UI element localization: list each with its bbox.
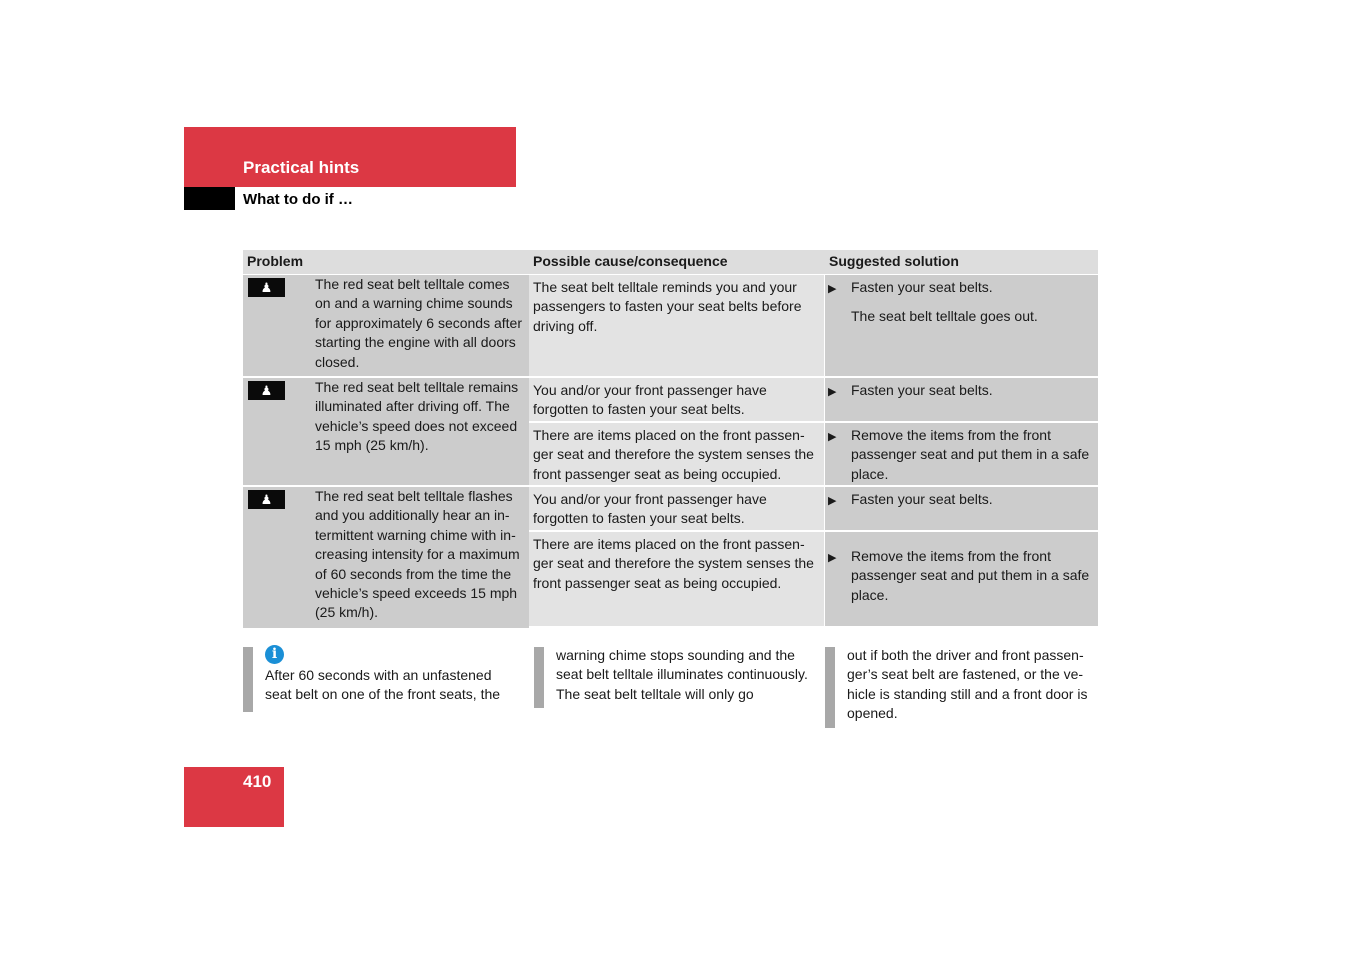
solution-step [828,426,1094,484]
subsection-marker [184,187,235,210]
bullet-arrow-icon: ▶ [828,552,837,564]
table-row [243,487,1098,628]
cause-column [529,487,825,628]
solution-column [825,275,1098,378]
cause-column [529,275,825,378]
solution-step [828,547,1094,605]
info-icon: i [265,645,284,664]
column-header-solution: Suggested solution [825,250,1098,275]
info-note-col1 [265,645,520,705]
solution-cell [825,530,1098,626]
table-row [243,378,1098,487]
solution-cell [825,275,1098,376]
solution-text: Remove the items from the front passenger seat and put them in a safe place. [851,427,1090,482]
subsection-title: What to do if … [243,191,353,208]
column-header-problem: Problem [243,250,529,275]
cause-cell: You and/or your front passenger have forgotten to fasten your seat belts. [529,487,825,530]
page-number: 410 [243,772,272,791]
solution-result: The seat belt telltale goes out. [851,308,1038,325]
troubleshooting-table [243,250,1098,628]
table-header-row [243,250,1098,275]
problem-text: The red seat belt telltale comes on and a warning chime sounds for approximately 6 seconds after starting the engine with all doors closed. [315,276,522,370]
solution-text: Fasten your seat belts. [851,382,993,398]
cause-cell: The seat belt telltale reminds you and your passengers to fasten your seat belts before driving off. [529,275,825,376]
note-text: warning chime stops sounding and the seat belt telltale illuminates continuously. The seat belt telltale will only go [556,647,808,702]
problem-text: The red seat belt telltale remains illuminated after driving off. The vehicle’s speed does not exceed 15 mph (25 km/h). [315,379,519,454]
solution-step [828,490,1094,511]
solution-text: Fasten your seat belts. [851,279,993,295]
note-text: out if both the driver and front passenger’s seat belt are fastened, or the vehicle is standing still and a front door is opened. [847,647,1088,722]
info-note-col2 [556,646,811,704]
cause-column [529,378,825,487]
seat-belt-icon: ♟ [248,381,285,400]
cause-cell: There are items placed on the front passenger seat and therefore the system senses the front passenger seat as being occupied. [529,421,825,485]
column-header-cause: Possible cause/consequence [529,250,825,275]
seat-belt-icon: ♟ [248,490,285,509]
solution-step [828,381,1094,402]
problem-cell [243,378,529,487]
problem-cell [243,487,529,628]
note-text: After 60 seconds with an unfastened seat belt on one of the front seats, the [265,667,501,703]
solution-cell [825,421,1098,485]
bullet-arrow-icon: ▶ [828,431,837,443]
note-bar [534,647,544,708]
table-row [243,275,1098,378]
solution-step [828,278,1094,299]
solution-text: Remove the items from the front passenger seat and put them in a safe place. [851,548,1090,603]
section-title: Practical hints [243,158,360,177]
problem-cell [243,275,529,378]
problem-text: The red seat belt telltale flashes and you additionally hear an intermittent warning chime with increasing intensity for a maximum of 60 seconds from the time the vehicle’s speed exceeds 15 mph (25 km/h). [315,488,520,621]
info-note-col3 [847,646,1102,724]
cause-cell: There are items placed on the front passenger seat and therefore the system senses the front passenger seat as being occupied. [529,530,825,626]
cause-cell: You and/or your front passenger have forgotten to fasten your seat belts. [529,378,825,421]
bullet-arrow-icon: ▶ [828,495,837,507]
solution-cell [825,378,1098,421]
note-bar [243,647,253,712]
solution-column [825,487,1098,628]
note-bar [825,647,835,728]
solution-column [825,378,1098,487]
seat-belt-icon: ♟ [248,278,285,297]
bullet-arrow-icon: ▶ [828,283,837,295]
bullet-arrow-icon: ▶ [828,386,837,398]
solution-cell [825,487,1098,530]
section-header-band [184,127,516,187]
solution-text: Fasten your seat belts. [851,491,993,507]
